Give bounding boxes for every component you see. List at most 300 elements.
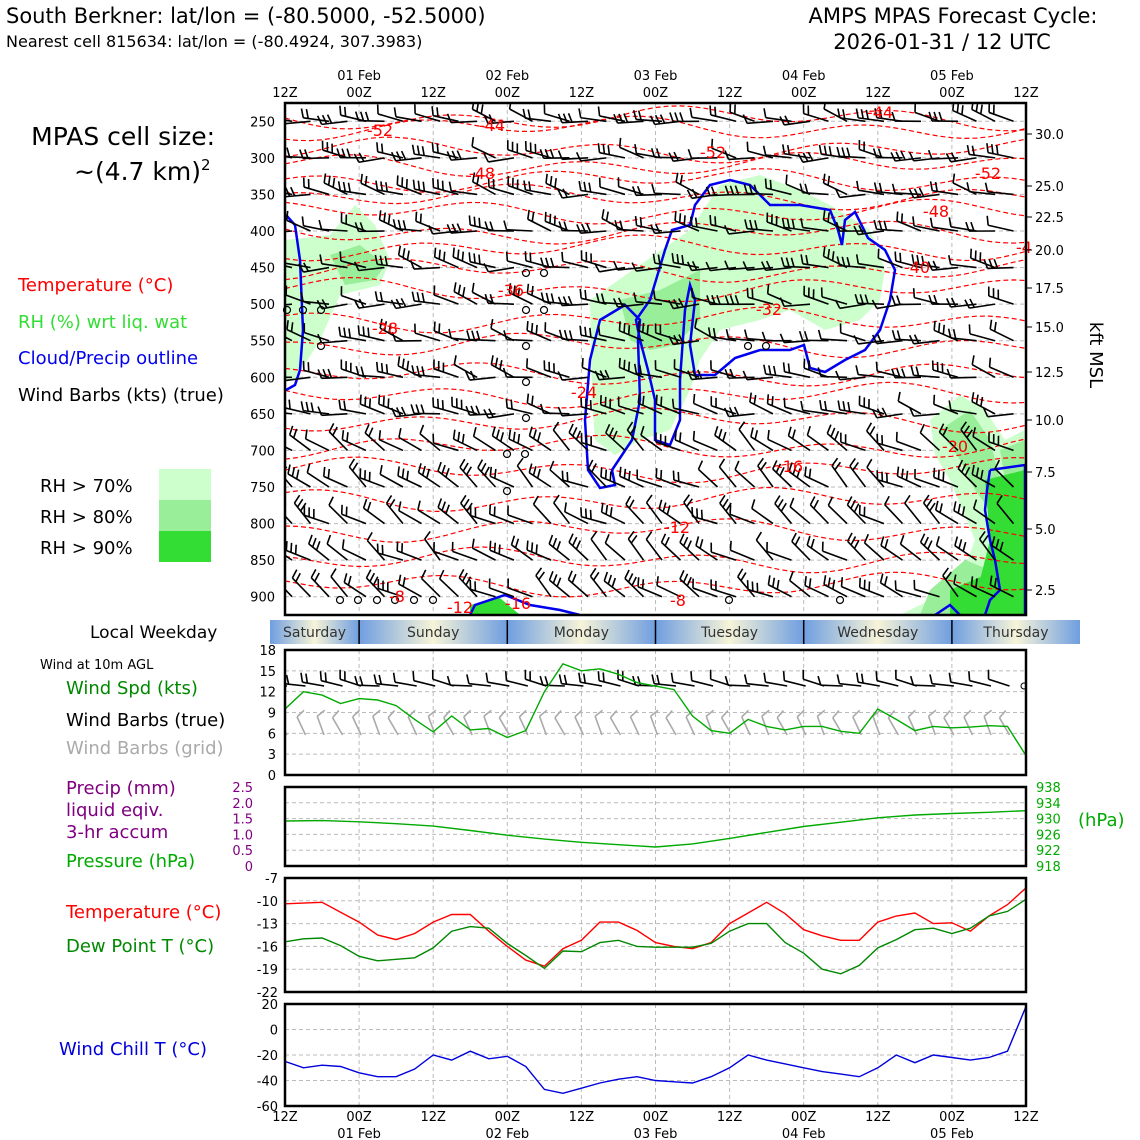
wind-barb-flag (754, 395, 755, 404)
wind-barb-flag (288, 465, 290, 474)
wind-barb-flag (463, 287, 465, 296)
wind-barb-flag (501, 432, 504, 441)
wind-barb-flag (891, 152, 895, 161)
wind-barb-flag (449, 182, 451, 191)
wind-barb-flag (438, 499, 441, 508)
wind-barb-flag (752, 499, 755, 508)
wind-barb-flag (472, 283, 473, 292)
wind-barb-flag (632, 577, 636, 586)
wind-barb-flag (339, 181, 341, 190)
wind-barb-flag (380, 210, 381, 219)
bottom-time-ticks (272, 1110, 1039, 1140)
wind-barb-flag (443, 181, 444, 190)
wind-barb-flag (605, 534, 609, 543)
wind-barb-flag (499, 545, 500, 554)
temperature-contour-label: -16 (776, 457, 804, 476)
wind-barb-flag (766, 179, 767, 188)
wind-barb-flag (764, 146, 766, 155)
wind-barb (472, 548, 495, 560)
dewpoint-label: Dew Point T (°C) (66, 936, 215, 957)
wind-barb-flag (557, 578, 560, 587)
kft-tick-label: 10.0 (1035, 414, 1064, 429)
wind-barb-flag (567, 472, 568, 481)
surface-barb-true (821, 685, 843, 686)
wind-barb (288, 474, 310, 487)
rh80-swatch (159, 500, 211, 531)
wind-barb (292, 578, 310, 597)
wind-barb-flag (690, 108, 692, 117)
bottom-time-tick-label: 00Z (494, 1110, 521, 1125)
surface-barb-grid-flag (908, 710, 915, 717)
wind-barb-flag (539, 572, 545, 580)
wind-barb-flag (843, 401, 845, 410)
wind-barb-flag (460, 459, 465, 467)
surface-barb-grid-flag (333, 711, 339, 718)
bottom-date-label: 01 Feb (337, 1127, 381, 1140)
nearest-cell: Nearest cell 815634: lat/lon = (-80.4924, 307.3983) (6, 32, 423, 51)
surface-barb-grid-flag (777, 711, 783, 718)
wind-barb-flag (810, 496, 814, 504)
wind-barb-flag (635, 144, 636, 153)
wind-barb-flag (399, 246, 401, 255)
wind-barb (440, 579, 459, 597)
wind-barb-flag (453, 248, 454, 257)
wind-barb (807, 435, 828, 450)
wind-barb (488, 268, 514, 272)
wind-barb-flag (349, 459, 354, 467)
wind-barb (581, 191, 607, 195)
wind-barb-flag (576, 431, 580, 440)
wind-barb-flag (398, 356, 399, 365)
wind-barb-flag (349, 183, 351, 192)
y-tick-label: 6 (267, 727, 276, 743)
wind-barb-flag (867, 423, 872, 431)
wind-barb-flag (774, 366, 776, 375)
wind-barb-flag (629, 325, 630, 334)
temperature-contour-label: -52 (974, 164, 1002, 183)
wind-barb-flag (418, 146, 420, 155)
wind-barb-flag (496, 358, 498, 367)
wind-barb-flag (497, 430, 500, 439)
wind-barb-flag (329, 423, 333, 431)
wind-barb-flag (972, 146, 974, 155)
surface-barb-grid-flag (853, 710, 860, 717)
wind-barb-flag (807, 536, 810, 545)
wind-barb-flag (524, 180, 525, 189)
bottom-date-label: 04 Feb (781, 1127, 826, 1140)
wind-barb-flag (619, 358, 620, 367)
wind-barb-flag (398, 220, 400, 229)
wind-barb-flag (367, 532, 372, 540)
wind-barb-flag (516, 539, 519, 548)
y-tick-label: -20 (256, 1049, 278, 1064)
wind-barb-flag (527, 284, 528, 293)
wind-barb-flag (530, 253, 531, 262)
wind-barb-flag (481, 105, 483, 114)
wind-barb-flag (931, 181, 933, 190)
wind-barb-flag (562, 471, 563, 480)
wind-barb-flag (553, 538, 556, 547)
wind-barb-flag (459, 285, 461, 294)
bottom-time-tick-label: 00Z (939, 1110, 965, 1125)
wind-barb-flag (528, 110, 530, 119)
wind-barb (735, 470, 754, 487)
surface-barb-true-flag (949, 673, 950, 682)
cell-size-line2: ~(4.7 km)$^2$ (74, 156, 211, 186)
wind-barb-flag (301, 401, 303, 410)
wind-barb-flag (506, 398, 507, 407)
y-tick-label: 2.0 (232, 796, 253, 812)
calm-circle (837, 597, 844, 604)
wind-barb (434, 369, 459, 377)
surface-barb-true-flag (282, 674, 284, 683)
wind-barb-flag (604, 572, 607, 581)
wind-barb-flag (790, 498, 794, 507)
wind-barb (990, 329, 1013, 341)
wind-barb-flag (897, 296, 900, 305)
wind-barb-flag (764, 108, 766, 117)
temperature-contour-label: -40 (903, 258, 931, 277)
wind-barb-flag (687, 541, 691, 550)
wind-barb-flag (684, 495, 690, 503)
windchill-panel (257, 998, 1039, 1140)
wind-barb (824, 585, 847, 597)
cross-section-panel (250, 69, 1106, 617)
wind-barb-flag (340, 251, 341, 260)
wind-barb-flag (756, 532, 761, 540)
wind-barb (951, 265, 977, 268)
top-date-label: 04 Feb (781, 69, 826, 84)
wind-barb-flag (901, 535, 904, 544)
wind-barb-flag (700, 539, 703, 548)
wind-barb (329, 505, 347, 523)
surface-barb-true (302, 682, 324, 686)
bottom-time-tick-label: 12Z (716, 1110, 743, 1125)
y-tick-label: 2.5 (232, 781, 253, 796)
top-time-tick-label: 00Z (642, 86, 669, 101)
wind-barb-flag (928, 541, 932, 550)
wind-barb-flag (581, 507, 582, 516)
wind-barb-flag (987, 216, 988, 225)
wind-barb-flag (423, 182, 424, 191)
wind-barb-flag (380, 465, 382, 474)
wind-barb (433, 407, 458, 414)
surface-barb-true-flag (584, 674, 585, 683)
wind-barb-flag (344, 182, 346, 191)
wind-barb-flag (769, 365, 771, 374)
wind-barb-flag (652, 184, 655, 193)
wind-barb-flag (422, 293, 424, 302)
surface-barb-true (951, 682, 973, 686)
wind-barb-flag (345, 107, 346, 116)
surface-barb-grid (706, 716, 713, 735)
temperature-contour-label: -8 (389, 587, 405, 606)
wind-barb-flag (848, 402, 850, 411)
wind-barb (620, 476, 644, 487)
wind-barb-flag (458, 432, 459, 441)
surface-barb-true-flag (559, 674, 561, 683)
wind-barb-flag (954, 329, 956, 338)
wind-barb-flag (735, 461, 739, 470)
surface-barb-true-flag (691, 671, 692, 680)
temperature-contour-label: -12 (663, 518, 691, 537)
wind-barb-flag (438, 179, 439, 188)
wind-barb-flag (947, 298, 951, 307)
wind-barb (340, 409, 366, 414)
wind-barb-flag (286, 188, 290, 197)
wind-barb-flag (311, 403, 313, 412)
wind-barb-flag (514, 432, 515, 441)
wind-barb-flag (911, 366, 913, 375)
wind-barb-flag (854, 504, 858, 512)
surface-barb-true-flag (784, 671, 785, 680)
wind-barb-flag (661, 397, 662, 406)
surface-barb-true-flag (652, 674, 654, 683)
wind-barb-flag (990, 358, 991, 367)
calm-circle (374, 597, 381, 604)
wind-barb (454, 439, 477, 450)
wind-barb-flag (786, 175, 787, 184)
y-tick-label: -60 (256, 1100, 278, 1115)
wind-barb-flag (755, 430, 757, 439)
wind-barb-flag (606, 505, 607, 514)
hpa-unit-label: (hPa) (1078, 810, 1125, 831)
wind-barb (425, 539, 440, 560)
surface-barb-grid-flag (464, 710, 471, 717)
wind-barb-flag (568, 571, 572, 580)
surface-barb-true-flag (745, 674, 747, 683)
calm-circle (523, 415, 530, 422)
surface-barb-true (395, 682, 417, 686)
wind-barb-flag (425, 531, 431, 539)
wind-barb-flag (348, 576, 350, 585)
top-time-ticks (272, 69, 1039, 101)
wind-barb-flag (895, 580, 896, 589)
wind-barb (775, 504, 792, 524)
wind-barb-flag (897, 212, 898, 221)
wind-barb (553, 430, 569, 450)
temperature-contour-label: -12 (446, 598, 474, 617)
wind-barb-flag (875, 182, 877, 191)
top-time-tick-label: 00Z (494, 86, 521, 101)
wind-barb (933, 370, 958, 377)
wind-barb-flag (370, 398, 371, 407)
wind-barb (563, 261, 588, 267)
wind-barb (885, 505, 903, 524)
wind-barb-flag (915, 335, 919, 344)
wind-barb-flag (861, 109, 863, 118)
wind-barb (605, 543, 625, 560)
wind-barb-flag (434, 322, 435, 331)
top-time-tick-label: 00Z (939, 86, 965, 101)
wind-barb-flag (657, 576, 658, 585)
surface-barb-true (580, 682, 602, 686)
wind-barb-flag (344, 328, 345, 337)
wind-barb (620, 147, 644, 157)
surface-barb-true-flag (506, 671, 507, 680)
wind-barb (364, 508, 385, 523)
wind-barb-flag (317, 541, 320, 550)
wind-barb-flag (339, 327, 340, 336)
pressure-tick-label: 550 (250, 334, 275, 350)
wind-barb-flag (809, 469, 810, 478)
surface-barb-grid (833, 718, 843, 735)
wind-barb-flag (452, 151, 456, 160)
wind-barb (534, 504, 551, 523)
wind-barb-flag (339, 400, 340, 409)
temperature-contour-label: -8 (670, 591, 686, 610)
wind-barb-flag (989, 259, 992, 268)
temperature-contour-label: -20 (941, 437, 969, 456)
wind-barb-flag (437, 144, 438, 153)
wind-barb-flag (386, 182, 387, 191)
surface-barb-grid-flag (540, 710, 547, 716)
wind-barb-flag (376, 181, 377, 190)
wind-barb-flag (594, 572, 599, 580)
wind-barb-flag (680, 570, 684, 579)
surface-barb-grid-flag (277, 711, 283, 718)
wind-barb (972, 365, 995, 378)
wind-barb-flag (598, 143, 599, 152)
wind-barb-flag (788, 363, 789, 372)
wind-barb-flag (369, 428, 373, 437)
wind-barb-flag (585, 290, 586, 299)
wind-speed-panel (259, 644, 1027, 784)
wind-barb (636, 194, 662, 195)
wind-barb-flag (549, 535, 552, 544)
wind-barb-flag (675, 112, 678, 121)
temperature-contour-label: -44 (478, 116, 506, 135)
wind-barb-flag (927, 499, 932, 507)
wind-barb-flag (684, 215, 685, 224)
surface-barb-grid-flag (631, 710, 638, 717)
wind-barb-flag (286, 541, 287, 550)
wind-barb-flag (565, 502, 566, 511)
wind-barb-flag (772, 396, 773, 405)
wind-barb-flag (992, 144, 993, 153)
wind-barb-flag (416, 212, 417, 221)
surface-barb-true-flag (764, 673, 765, 682)
wind-barb-flag (384, 397, 385, 406)
wind-barb-flag (576, 541, 580, 550)
wind-barb (989, 296, 1014, 304)
wind-barb-flag (577, 152, 581, 161)
wind-barb-flag (553, 422, 558, 430)
wind-barb-flag (324, 174, 325, 183)
pressure-tick-label: 250 (250, 115, 275, 131)
wind-barb-flag (479, 218, 480, 227)
kft-tick-label: 2.5 (1035, 584, 1056, 599)
wind-barb-flag (361, 174, 362, 183)
wind-barb-flag (893, 330, 896, 339)
wind-barb-flag (554, 495, 559, 503)
surface-barb-grid-flag (722, 711, 728, 718)
surface-barb-grid-flag (373, 710, 380, 716)
wind-barb-flag (527, 394, 528, 403)
pressure-tick-label: 400 (250, 225, 275, 240)
wind-barb-flag (306, 109, 308, 118)
bottom-date-label: 03 Feb (633, 1127, 678, 1140)
wind-barb-flag (885, 496, 890, 504)
wind-barb-flag (388, 398, 389, 407)
wind-barb-flag (287, 148, 290, 157)
wind-barb-flag (647, 325, 648, 334)
calm-circle (745, 343, 752, 350)
wind-barb-flag (422, 366, 424, 375)
wind-barb-flag (532, 323, 533, 332)
temperature-contour-label: -36 (497, 281, 525, 300)
top-time-tick-label: 12Z (865, 86, 891, 101)
wind-barb-flag (384, 213, 385, 222)
pressure-frame (285, 787, 1026, 866)
surface-barb-grid (373, 716, 380, 735)
windchill-label: Wind Chill T (°C) (59, 1039, 207, 1060)
wind-barb-flag (957, 103, 958, 112)
wind-barb-flag (437, 107, 438, 116)
wind-barb-flag (478, 460, 483, 468)
wind-barb-flag (900, 253, 901, 262)
wind-barb-flag (474, 217, 475, 226)
surface-barb-grid (353, 717, 361, 735)
wind-barb-flag (297, 470, 299, 479)
weekday-label: Sunday (407, 625, 460, 641)
wind-barb-flag (511, 400, 512, 409)
wind-barb-flag (525, 251, 526, 260)
wind-barb-flag (569, 534, 573, 543)
wind-barb-flag (444, 252, 445, 261)
wind-barb-flag (562, 252, 563, 261)
wind-barb-flag (827, 425, 831, 434)
wind-barb-flag (343, 539, 344, 548)
wind-barb-flag (403, 220, 405, 229)
wind-barb-flag (936, 501, 938, 510)
pressure-label: Pressure (hPa) (66, 851, 196, 872)
wind-barb (784, 266, 810, 267)
wind-barbs-true-label: Wind Barbs (true) (66, 710, 226, 731)
wind-barb-flag (768, 284, 769, 293)
wind-barb-flag (997, 145, 998, 154)
wind-barb-flag (825, 401, 826, 410)
wind-barb (544, 413, 570, 414)
temperature-contour-label: -16 (504, 594, 532, 613)
wind-barb-flag (390, 499, 395, 507)
surface-barb-true (913, 685, 935, 686)
surface-barb-true-flag (564, 675, 566, 684)
wind-barb (719, 467, 736, 487)
wind-barb-flag (324, 467, 325, 476)
wind-barb-flag (684, 537, 688, 546)
wind-barb-flag (805, 576, 806, 585)
wind-barb-flag (387, 364, 388, 373)
wind-barb-flag (349, 328, 350, 337)
wind-barb-flag (527, 321, 528, 330)
wind-barb-flag (464, 499, 469, 507)
wind-barb-flag (290, 426, 293, 435)
surface-barb-true (858, 682, 880, 686)
wind-barb-flag (588, 460, 592, 468)
wind-barb-flag (328, 469, 329, 478)
wind-barb-flag (611, 507, 612, 516)
wind-barb-flag (342, 430, 343, 439)
wind-barb-flag (943, 472, 944, 481)
bottom-time-tick-label: 12Z (1013, 1110, 1039, 1125)
surface-barb-grid-flag (742, 710, 749, 717)
wind-barb-flag (573, 537, 577, 546)
wind-barb-flag (529, 427, 532, 436)
wind-barb-flag (407, 251, 409, 260)
pressure-tick-label: 650 (250, 407, 275, 423)
kft-tick-label: 17.5 (1035, 282, 1064, 297)
